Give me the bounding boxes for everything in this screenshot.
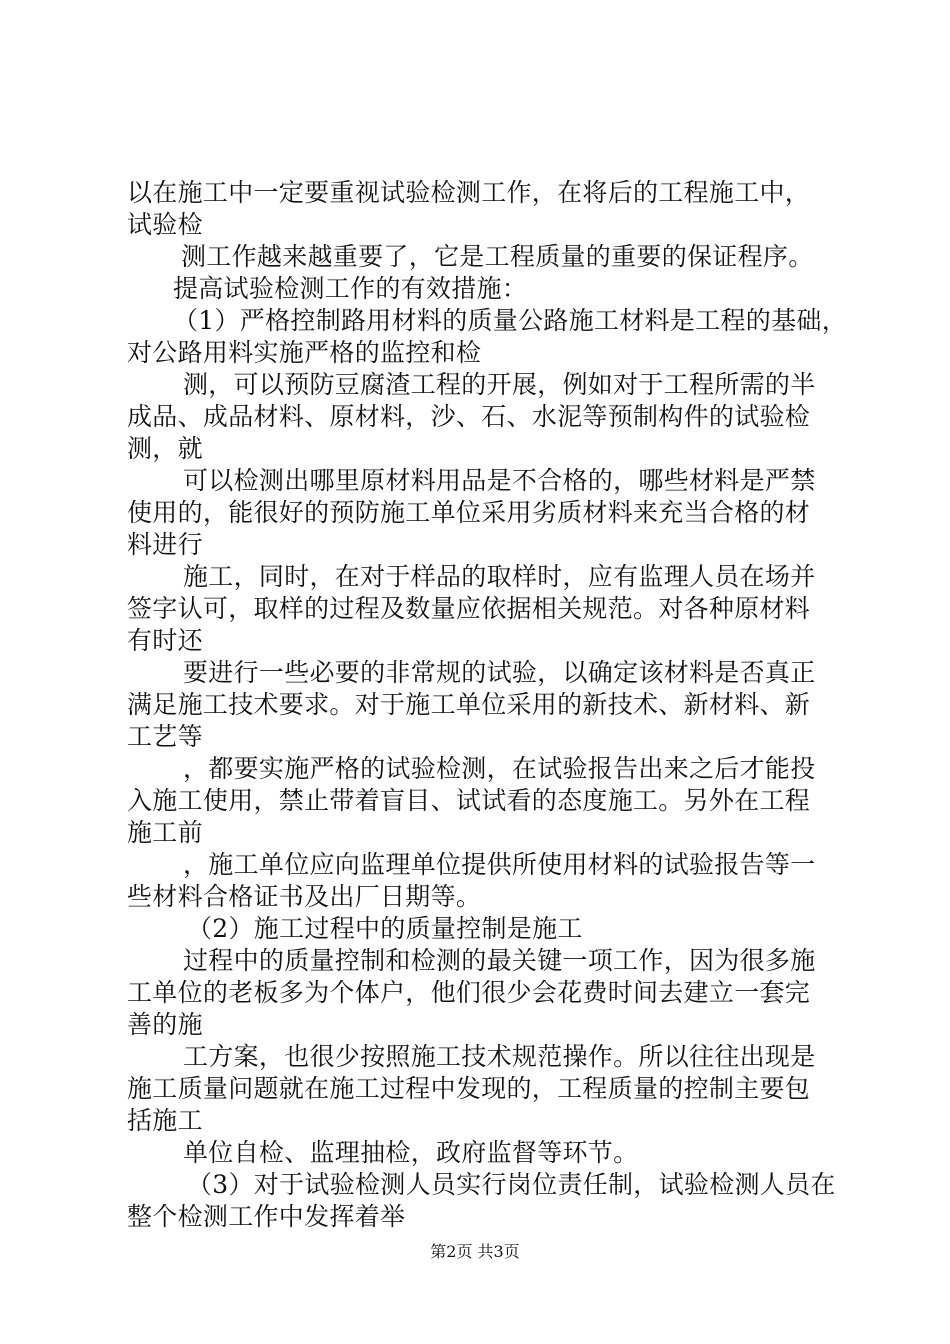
text-line: 施工前 bbox=[127, 818, 203, 847]
text-line: 工单位的老板多为个体户，他们很少会花费时间去建立一套完 bbox=[127, 978, 811, 1007]
text-line: 测，就 bbox=[127, 434, 203, 463]
text-line: 使用的，能很好的预防施工单位采用劣质材料来充当合格的材 bbox=[127, 498, 811, 527]
text-line: 可以检测出哪里原材料用品是不合格的，哪些材料是严禁 bbox=[183, 466, 816, 495]
text-line: 施工质量问题就在施工过程中发现的，工程质量的控制主要包 bbox=[127, 1074, 811, 1103]
page-number: 第2页 共3页 bbox=[430, 1242, 520, 1261]
text-line: 善的施 bbox=[127, 1010, 203, 1039]
text-line: 有时还 bbox=[127, 626, 203, 655]
text-line: 料进行 bbox=[127, 530, 203, 559]
text-line: 试验检 bbox=[127, 210, 203, 239]
text-line: 整个检测工作中发挥着举 bbox=[127, 1202, 406, 1231]
text-line: 测，可以预防豆腐渣工程的开展，例如对于工程所需的半 bbox=[183, 370, 816, 399]
document-body bbox=[127, 177, 848, 1233]
text-line: （1）严格控制路用材料的质量公路施工材料是工程的基础， bbox=[173, 306, 848, 335]
text-line: ，施工单位应向监理单位提供所使用材料的试验报告等一 bbox=[183, 850, 816, 879]
text-line: 满足施工技术要求。对于施工单位采用的新技术、新材料、新 bbox=[127, 690, 811, 719]
text-line: 过程中的质量控制和检测的最关键一项工作，因为很多施 bbox=[183, 946, 816, 975]
text-line: 成品、成品材料、原材料，沙、石、水泥等预制构件的试验检 bbox=[127, 402, 811, 431]
text-line: 括施工 bbox=[127, 1106, 203, 1135]
text-line: （2）施工过程中的质量控制是施工 bbox=[187, 914, 583, 943]
text-line: 单位自检、监理抽检，政府监督等环节。 bbox=[183, 1138, 639, 1167]
text-line: ，都要实施严格的试验检测，在试验报告出来之后才能投 bbox=[183, 754, 816, 783]
text-line: 工方案，也很少按照施工技术规范操作。所以往往出现是 bbox=[183, 1042, 816, 1071]
text-line: 提高试验检测工作的有效措施： bbox=[173, 274, 528, 303]
text-line: 签字认可，取样的过程及数量应依据相关规范。对各种原材料 bbox=[127, 594, 811, 623]
text-line: 测工作越来越重要了，它是工程质量的重要的保证程序。 bbox=[181, 242, 814, 271]
text-line: 些材料合格证书及出厂日期等。 bbox=[127, 882, 482, 911]
text-line: 以在施工中一定要重视试验检测工作，在将后的工程施工中， bbox=[127, 178, 811, 207]
text-line: 入施工使用，禁止带着盲目、试试看的态度施工。另外在工程 bbox=[127, 786, 811, 815]
text-line: 工艺等 bbox=[127, 722, 203, 751]
text-line: 对公路用料实施严格的监控和检 bbox=[127, 338, 482, 367]
text-line: （3）对于试验检测人员实行岗位责任制，试验检测人员在 bbox=[187, 1170, 836, 1199]
text-line: 施工，同时，在对于样品的取样时，应有监理人员在场并 bbox=[183, 562, 816, 591]
text-line: 要进行一些必要的非常规的试验，以确定该材料是否真正 bbox=[183, 658, 816, 687]
